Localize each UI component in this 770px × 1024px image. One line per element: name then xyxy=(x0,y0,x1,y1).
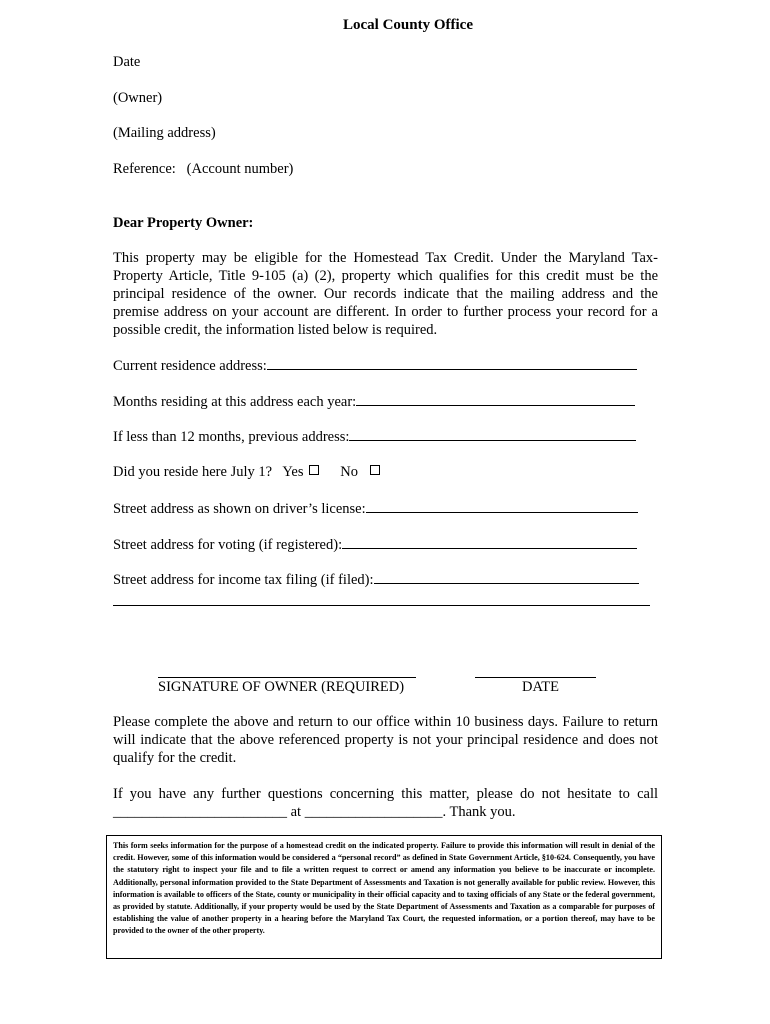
voting-label: Street address for voting (if registered): xyxy=(113,537,343,553)
income-tax-continuation-input[interactable] xyxy=(113,605,650,606)
no-checkbox[interactable] xyxy=(370,465,380,475)
reference-label: Reference: xyxy=(113,161,176,177)
thank-you-text: . Thank you. xyxy=(442,804,516,820)
income-tax-row xyxy=(113,571,639,589)
previous-address-input[interactable] xyxy=(349,428,636,441)
yes-checkbox[interactable] xyxy=(309,465,319,475)
current-residence-input[interactable] xyxy=(267,357,637,370)
return-paragraph: Please complete the above and return to our office within 10 business days. Failure to return will indicate that the above referenced property is not your principal residence and does not qualify for the credit. xyxy=(113,714,658,766)
previous-address-row xyxy=(113,428,636,446)
current-residence-row xyxy=(113,357,637,375)
contact-name-blank[interactable]: ________________________ xyxy=(113,804,287,820)
signature-date-label: DATE xyxy=(521,679,560,695)
privacy-notice-box xyxy=(106,835,662,959)
office-title: Local County Office xyxy=(343,17,473,33)
income-tax-input[interactable] xyxy=(374,571,639,584)
questions-line: If you have any further questions concerning this matter, please do not hesitate to call xyxy=(113,786,658,802)
intro-paragraph: This property may be eligible for the Homestead Tax Credit. Under the Maryland Tax-Property Article, Title 9-105 (a) (2), property which qualifies for this credit must be the principal residence of the owner. Our records indicate that the mailing address and the premise address on your account are different. In order to further process your record for a possible credit, the information listed below is required. xyxy=(113,250,658,338)
previous-address-label: If less than 12 months, previous address: xyxy=(113,429,350,445)
reference-value: (Account number) xyxy=(186,161,294,177)
questions-paragraph xyxy=(113,785,658,821)
drivers-license-input[interactable] xyxy=(366,500,638,513)
mailing-address-line: (Mailing address) xyxy=(113,125,216,141)
voting-input[interactable] xyxy=(342,536,637,549)
months-residing-row xyxy=(113,393,635,411)
months-residing-label: Months residing at this address each year: xyxy=(113,394,357,410)
date-line: Date xyxy=(113,54,141,70)
at-word: at xyxy=(290,804,302,820)
signature-date-input[interactable] xyxy=(475,677,596,678)
drivers-license-row xyxy=(113,500,638,518)
months-residing-input[interactable] xyxy=(356,393,635,406)
july-question-row xyxy=(113,464,380,481)
no-label: No xyxy=(340,464,358,480)
july-question-label: Did you reside here July 1? xyxy=(113,464,273,480)
salutation: Dear Property Owner: xyxy=(113,215,254,231)
owner-signature-label: SIGNATURE OF OWNER (REQUIRED) xyxy=(158,679,405,695)
privacy-notice-text: This form seeks information for the purpose of a homestead credit on the indicated property. Failure to provide this information will result in denial of the credit. However, some of this information would be considered a “personal record” as defined in State Government Article, §10-624. Consequently, you have the statutory right to inspect your file and to file a written request to correct or amend any information you believe to be inaccurate or incomplete. Additionally, personal information provided to the State Department of Assessments and Taxation is not generally available for public review. However, this information is available to officers of the State, county or municipality in their official capacity and to taxing officials of any State or the federal government, as provided by statute. Additionally, if your property would be used by the State Department of Assessments and Taxation as a comparable for purposes of establishing the value of another property in a hearing before the Maryland Tax Court, the requested information, or a portion thereof, may have to be provided to the owner of the other property. xyxy=(113,841,655,936)
income-tax-label: Street address for income tax filing (if filed): xyxy=(113,572,374,588)
current-residence-label: Current residence address: xyxy=(113,358,267,374)
voting-row xyxy=(113,536,637,554)
drivers-license-label: Street address as shown on driver’s license: xyxy=(113,501,366,517)
owner-line: (Owner) xyxy=(113,90,163,106)
reference-line xyxy=(113,161,293,178)
owner-signature-input[interactable] xyxy=(158,677,416,678)
contact-phone-blank[interactable]: ___________________ xyxy=(304,804,443,820)
yes-label: Yes xyxy=(282,464,304,480)
